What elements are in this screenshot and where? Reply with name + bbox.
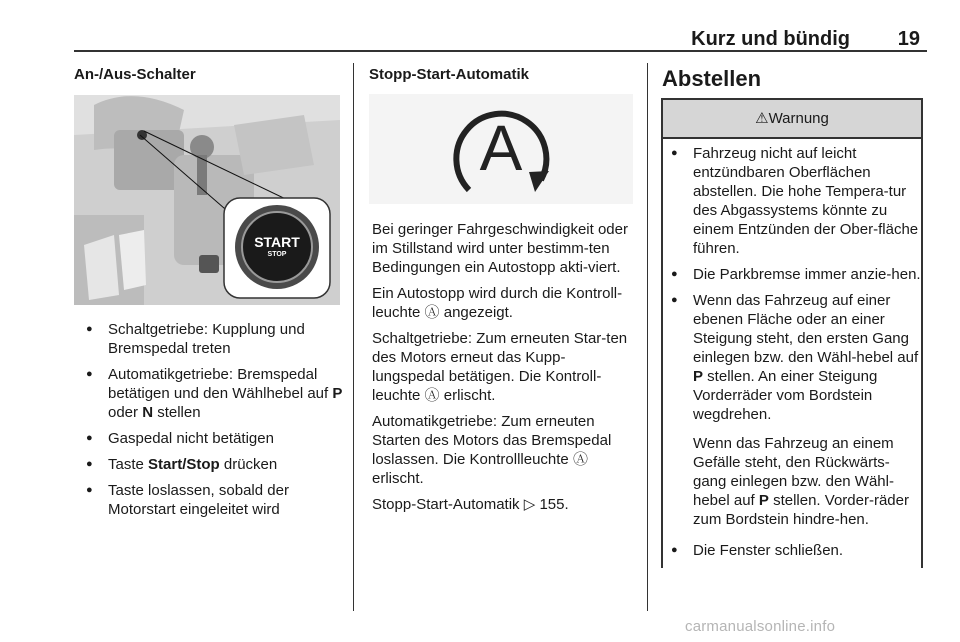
warning-icon: ⚠: [755, 110, 769, 127]
warning-header: [663, 100, 921, 139]
auto-stop-indicator-icon: Ⓐ: [572, 451, 588, 468]
start-stop-photo: [74, 95, 340, 305]
column-divider-1: [353, 63, 354, 611]
stop-start-text: [372, 220, 634, 521]
list-item: ● Wenn das Fahrzeug auf einer ebenen Fläche oder an einer Steigung steht, den ersten Gang einlegen bzw. den Wähl-hebel auf P stellen. An einer Steigung Vorderräder vom Bordstein wegdrehen.: [663, 291, 921, 424]
list-item: ● Automatikgetriebe: Bremspedal betätigen und den Wählhebel auf P oder N stellen: [78, 365, 346, 422]
stop-button-label: STOP: [267, 251, 287, 258]
warning-box: [661, 98, 923, 568]
auto-stop-icon-box: [369, 94, 633, 204]
start-procedure-list: [78, 320, 346, 526]
warning-followup: [663, 434, 921, 536]
page-reference-icon: ▷: [523, 496, 536, 513]
paragraph: Automatikgetriebe: Zum erneuten Starten des Motors das Bremspedal loslassen. Die Kontrollleuchte Ⓐ erlischt.: [372, 413, 612, 487]
section-heading-switch: An-/Aus-Schalter: [74, 66, 196, 83]
list-item: ● Taste loslassen, sobald der Motorstart eingeleitet wird: [78, 481, 346, 519]
paragraph: Ein Autostopp wird durch die Kontroll-leuchte Ⓐ angezeigt.: [372, 285, 623, 321]
page-number: 19: [897, 28, 920, 50]
list-item: ● Gaspedal nicht betätigen: [78, 429, 346, 448]
dashboard-illustration: [74, 95, 340, 305]
section-heading-parking: Abstellen: [662, 66, 762, 91]
list-item: ● Fahrzeug nicht auf leicht entzündbaren Oberflächen abstellen. Die hohe Tempera-tur des Abgassystems könnte zu einem Entzünden der Ober-fläche führen.: [663, 144, 921, 258]
list-item: ● Die Parkbremse immer anzie-hen.: [663, 265, 921, 284]
page-header-title: Kurz und bündig: [691, 28, 850, 50]
page-reference-link[interactable]: 155.: [539, 496, 569, 513]
start-button-label: START: [254, 234, 300, 250]
list-item: ● Taste Start/Stop drücken: [78, 455, 346, 474]
column-divider-2: [647, 63, 648, 611]
auto-stop-letter: A: [479, 112, 523, 184]
auto-stop-indicator-icon: Ⓐ: [424, 304, 440, 321]
list-item: ● Schaltgetriebe: Kupplung und Bremspedal treten: [78, 320, 346, 358]
paragraph: Wenn das Fahrzeug an einem Gefälle steht, den Rückwärts-gang einlegen bzw. den Wähl-hebel auf P stellen. Vorder-räder zum Bordstein hindre-hen.: [693, 435, 909, 528]
paragraph: Bei geringer Fahrgeschwindigkeit oder im Stillstand wird unter bestimm-ten Bedingungen ein Autostopp akti-viert.: [372, 221, 628, 276]
header-rule: [74, 50, 927, 52]
warning-title: Warnung: [768, 110, 829, 127]
auto-stop-indicator-icon: Ⓐ: [424, 387, 440, 404]
warning-list: [663, 144, 921, 431]
warning-list-last: [663, 541, 921, 567]
watermark: carmanualsonline.info: [685, 618, 836, 635]
list-item: ● Die Fenster schließen.: [663, 541, 921, 560]
paragraph: Schaltgetriebe: Zum erneuten Star-ten des Motors erneut das Kupp-lungspedal betätigen. Die Kontroll-leuchte Ⓐ erlischt.: [372, 330, 628, 404]
section-heading-stop-start: Stopp-Start-Automatik: [369, 66, 529, 83]
paragraph: Stopp-Start-Automatik ▷ 155.: [372, 496, 569, 513]
